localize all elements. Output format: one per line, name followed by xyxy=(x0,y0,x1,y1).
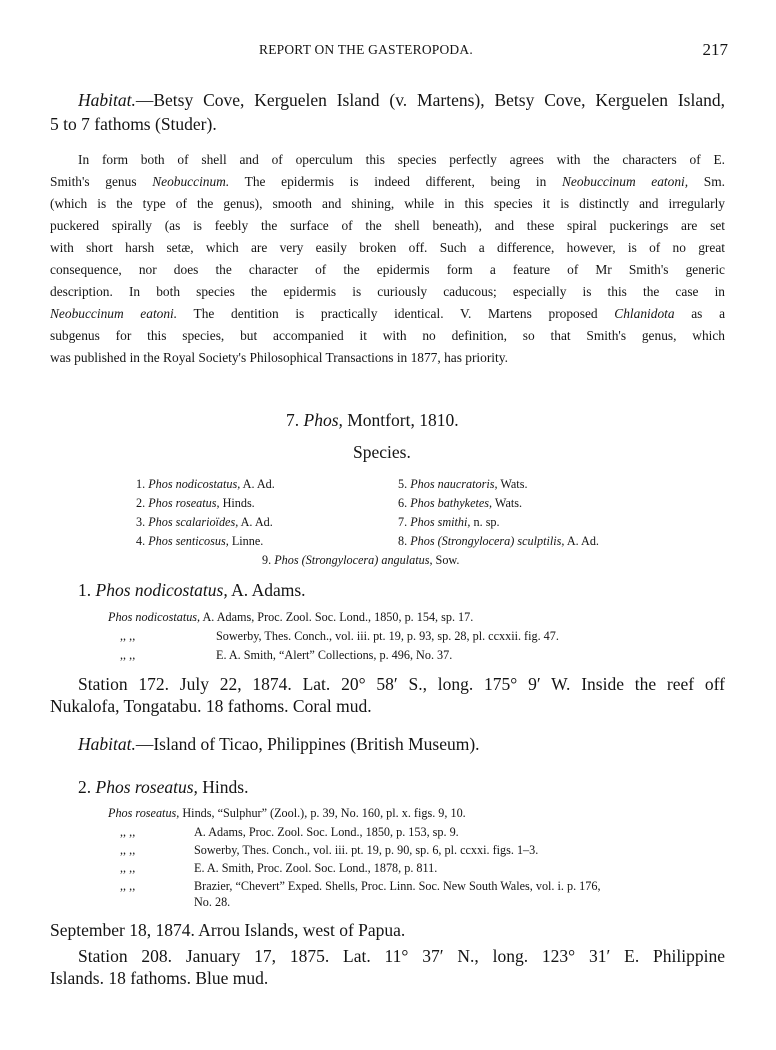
genus-heading: 7. Phos, Montfort, 1810. xyxy=(286,410,459,430)
species-1-heading: 1. Phos nodicostatus, A. Adams. xyxy=(78,580,306,600)
species-list-item: 4. Phos senticosus, Linne. xyxy=(136,534,264,548)
paragraph-line: Smith's genus Neobuccinum. The epidermis is indeed different, being in Neobuccinum eatoni, Sm. xyxy=(50,174,725,189)
species-list-item: 6. Phos bathyketes, Wats. xyxy=(398,496,523,510)
paragraph-line: description. In both species the epidermis is curiously caducous; especially is this the case in xyxy=(50,284,725,299)
species-list-item: 8. Phos (Strongylocera) sculptilis, A. Ad. xyxy=(398,534,599,548)
species-2-heading: 2. Phos roseatus, Hinds. xyxy=(78,777,249,797)
station-record: Station 172. July 22, 1874. Lat. 20° 58′ S., long. 175° 9′ W. Inside the reef off xyxy=(78,674,725,694)
synonymy-ref: ,, ,, Sowerby, Thes. Conch., vol. iii. pt. 19, p. 90, sp. 6, pl. ccxxi. figs. 1–3. xyxy=(120,843,539,857)
station-record-cont: Islands. 18 fathoms. Blue mud. xyxy=(50,968,269,988)
paragraph-line: (which is the type of the genus), smooth and shining, while in this species it is distinctly and irregularly xyxy=(50,196,725,211)
species-list-item: 9. Phos (Strongylocera) angulatus, Sow. xyxy=(262,553,460,567)
species-list-item: 3. Phos scalarioïdes, A. Ad. xyxy=(136,515,273,529)
paragraph-line: was published in the Royal Society's Philosophical Transactions in 1877, has priority. xyxy=(50,350,508,365)
habitat-label: Habitat. xyxy=(78,90,136,110)
synonymy-ref: ,, ,, Sowerby, Thes. Conch., vol. iii. pt. 19, p. 93, sp. 28, pl. ccxxii. fig. 47. xyxy=(120,629,559,643)
species-1-habitat: Habitat.—Island of Ticao, Philippines (British Museum). xyxy=(78,734,480,754)
paragraph-line: In form both of shell and of operculum this species perfectly agrees with the characters of E. xyxy=(78,152,725,167)
synonymy-ref: ,, ,, Brazier, “Chevert” Exped. Shells, Proc. Linn. Soc. New South Wales, vol. i. p. 176, xyxy=(120,879,601,893)
synonymy-ref: Phos nodicostatus, A. Adams, Proc. Zool. Soc. Lond., 1850, p. 154, sp. 17. xyxy=(108,610,474,624)
synonymy-ref: ,, ,, A. Adams, Proc. Zool. Soc. Lond., 1850, p. 153, sp. 9. xyxy=(120,825,459,839)
paragraph-line: subgenus for this species, but accompanied it with no definition, so that Smith's genus, which xyxy=(50,328,725,343)
station-record: Station 208. January 17, 1875. Lat. 11° 37′ N., long. 123° 31′ E. Philippine xyxy=(78,946,725,966)
habitat-intro-line-1: Habitat.—Betsy Cove, Kerguelen Island (v. Martens), Betsy Cove, Kerguelen Island, xyxy=(78,90,725,110)
paragraph-line: puckered spirally (as is feebly the surface of the shell beneath), and these spiral puckerings are set xyxy=(50,218,725,233)
species-subheading: Species. xyxy=(353,442,411,462)
habitat-intro-line-2: 5 to 7 fathoms (Studer). xyxy=(50,114,217,134)
page-number: 217 xyxy=(702,40,728,59)
running-header: REPORT ON THE GASTEROPODA. xyxy=(259,42,473,57)
species-list-item: 2. Phos roseatus, Hinds. xyxy=(136,496,255,510)
species-list-item: 7. Phos smithi, n. sp. xyxy=(398,515,500,529)
species-list-item: 5. Phos naucratoris, Wats. xyxy=(398,477,528,491)
collection-record: September 18, 1874. Arrou Islands, west of Papua. xyxy=(50,920,406,940)
synonymy-ref: ,, ,, E. A. Smith, “Alert” Collections, p. 496, No. 37. xyxy=(120,648,453,662)
station-record-cont: Nukalofa, Tongatabu. 18 fathoms. Coral mud. xyxy=(50,696,372,716)
synonymy-ref-cont: No. 28. xyxy=(194,895,231,909)
synonymy-ref: Phos roseatus, Hinds, “Sulphur” (Zool.), p. 39, No. 160, pl. x. figs. 9, 10. xyxy=(108,806,466,820)
species-list-item: 1. Phos nodicostatus, A. Ad. xyxy=(136,477,275,491)
synonymy-ref: ,, ,, E. A. Smith, Proc. Zool. Soc. Lond., 1878, p. 811. xyxy=(120,861,438,875)
paragraph-line: consequence, nor does the character of the epidermis form a feature of Mr Smith's generic xyxy=(50,262,725,277)
paragraph-line: with short harsh setæ, which are very easily broken off. Such a difference, however, is of no great xyxy=(50,240,725,255)
paragraph-line: Neobuccinum eatoni. The dentition is practically identical. V. Martens proposed Chlanidota as a xyxy=(50,306,725,321)
